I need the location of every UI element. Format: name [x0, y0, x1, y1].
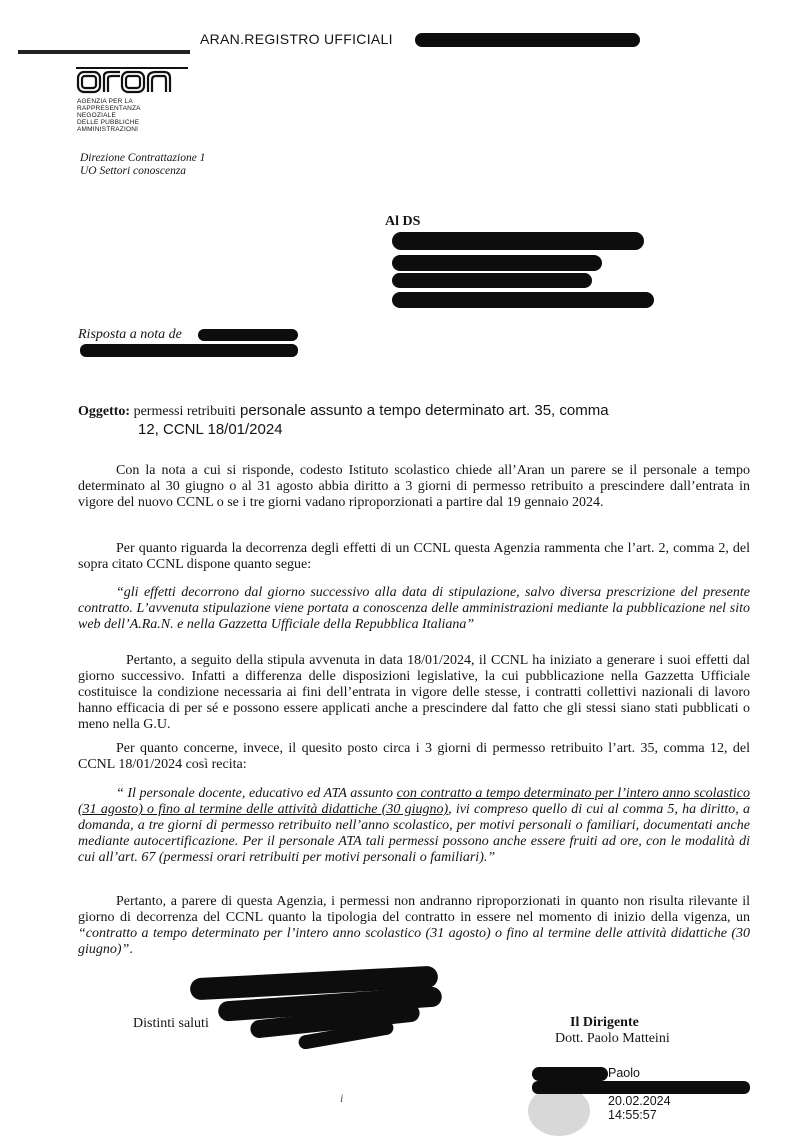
quote-2-underlined: con contratto a tempo determinato per l’intero anno scolastico (31 agosto) o fino al termine delle attività didattiche (30 giugno)	[78, 786, 750, 817]
paragraph-3: Pertanto, a seguito della stipula avvenuta in data 18/01/2024, il CCNL ha iniziato a generare i suoi effetti dal giorno successivo. Infatti a differenza delle disposizioni legislative, la cui pubblicazione nella Gazzetta Ufficiale costituisce la condizione necessaria ai fini dell’entrata in vigore delle stesse, i contratti collettivi nazionali di lavoro hanno efficacia di per sé e possono essere applicati anche a prescindere dal fatto che gli stessi siano stati pubblicati o meno nella G.U.	[78, 653, 750, 732]
subject-text-serif: permessi retribuiti	[133, 404, 236, 419]
registry-header: ARAN.REGISTRO UFFICIALI	[200, 31, 393, 47]
redaction-stamp-2	[532, 1081, 750, 1094]
signatory-name: Dott. Paolo Matteini	[555, 1031, 670, 1046]
paragraph-4: Per quanto concerne, invece, il quesito posto circa i 3 giorni di permesso retribuito l’art. 35, comma 12, del CCNL 18/01/2024 così recita:	[78, 741, 750, 772]
paragraph-5-start: Pertanto, a parere di questa Agenzia, i permessi non andranno riproporzionati in quanto non risulta rilevante il giorno di decorrenza del CCNL quanto la tipologia del contratto in essere nel momento di inizio della vigenza, un	[78, 894, 750, 925]
signatory-role: Il Dirigente	[570, 1015, 639, 1030]
sender-block	[80, 152, 205, 178]
stamp-date: 20.02.2024	[608, 1094, 671, 1108]
logo-subtitle-line: RAPPRESENTANZA	[77, 105, 141, 112]
sender-line2: UO Settori conoscenza	[80, 165, 187, 177]
logo-subtitle-line: AGENZIA PER LA	[77, 98, 133, 105]
quote-1: “gli effetti decorrono dal giorno successivo alla data di stipulazione, salvo diversa prescrizione del presente contratto. L’avvenuta stipulazione viene portata a conoscenza delle amministrazioni mediante la pubblicazione nel sito web dell’A.Ra.N. e nella Gazzetta Ufficiale della Repubblica Italiana”	[78, 585, 750, 632]
subject-text-sans-1: personale assunto a tempo determinato art. 35, comma	[235, 402, 609, 419]
paragraph-5-end: .	[129, 942, 133, 957]
paragraph-5	[78, 894, 750, 958]
logo-subtitle-line: AMMINISTRAZIONI	[77, 126, 139, 133]
redaction-stamp-1	[532, 1067, 608, 1081]
redaction-recipient-4	[392, 292, 654, 308]
recipient-label: Al DS	[385, 214, 421, 229]
logo-subtitle	[77, 98, 141, 133]
footer-mark: i	[340, 1091, 344, 1105]
quote-2-start: “ Il personale docente, educativo ed ATA assunto	[116, 786, 397, 801]
logo-subtitle-line: NEGOZIALE	[77, 112, 117, 119]
stamp-line1: Paolo	[608, 1066, 640, 1080]
subject-text-sans-2: 12, CCNL 18/01/2024	[138, 421, 283, 438]
aran-logo	[76, 64, 190, 96]
redaction-recipient-2	[392, 255, 602, 271]
paragraph-2: Per quanto riguarda la decorrenza degli effetti di un CCNL questa Agenzia rammenta che l’art. 2, comma 2, del sopra citato CCNL dispone quanto segue:	[78, 541, 750, 572]
redaction-recipient-1	[392, 232, 644, 250]
digital-signature-stamp	[608, 1066, 671, 1122]
subject	[78, 402, 768, 439]
sender-line1: Direzione Contrattazione 1	[80, 152, 206, 164]
subject-label: Oggetto:	[78, 404, 131, 419]
redaction-reply-1	[198, 329, 298, 341]
redaction-reply-2	[80, 344, 298, 357]
redaction-recipient-3	[392, 273, 592, 288]
redaction-registry	[415, 33, 640, 47]
stamp-time: 14:55:57	[608, 1108, 657, 1122]
paragraph-1: Con la nota a cui si risponde, codesto Istituto scolastico chiede all’Aran un parere se il personale a tempo determinato al 30 giugno o al 31 agosto abbia diritto a 3 giorni di permesso retribuito a prescindere dall’entrata in vigore del nuovo CCNL o se i tre giorni vadano riproporzionati a partire dal 19 gennaio 2024.	[78, 463, 750, 510]
header-rule	[18, 50, 190, 54]
paragraph-5-quote: “contratto a tempo determinato per l’intero anno scolastico (31 agosto) o fino al termine delle attività didattiche (30 giugno)”	[78, 926, 750, 957]
quote-2-end: , ivi compreso quello di cui al comma 5, ha diritto, a domanda, a tre giorni di permesso retribuito nell’anno scolastico, per motivi personali o familiari, documentati anche mediante autocertificazione. Per il personale ATA tali permessi possono anche essere fruiti ad ore, con le modalità di cui all’art. 67 (permessi orari retribuiti per motivi personali o familiari).”	[78, 802, 750, 865]
reply-label: Risposta a nota de	[78, 327, 182, 342]
salutation: Distinti saluti	[133, 1016, 209, 1031]
quote-2	[78, 786, 750, 866]
logo-subtitle-line: DELLE PUBBLICHE	[77, 119, 140, 126]
